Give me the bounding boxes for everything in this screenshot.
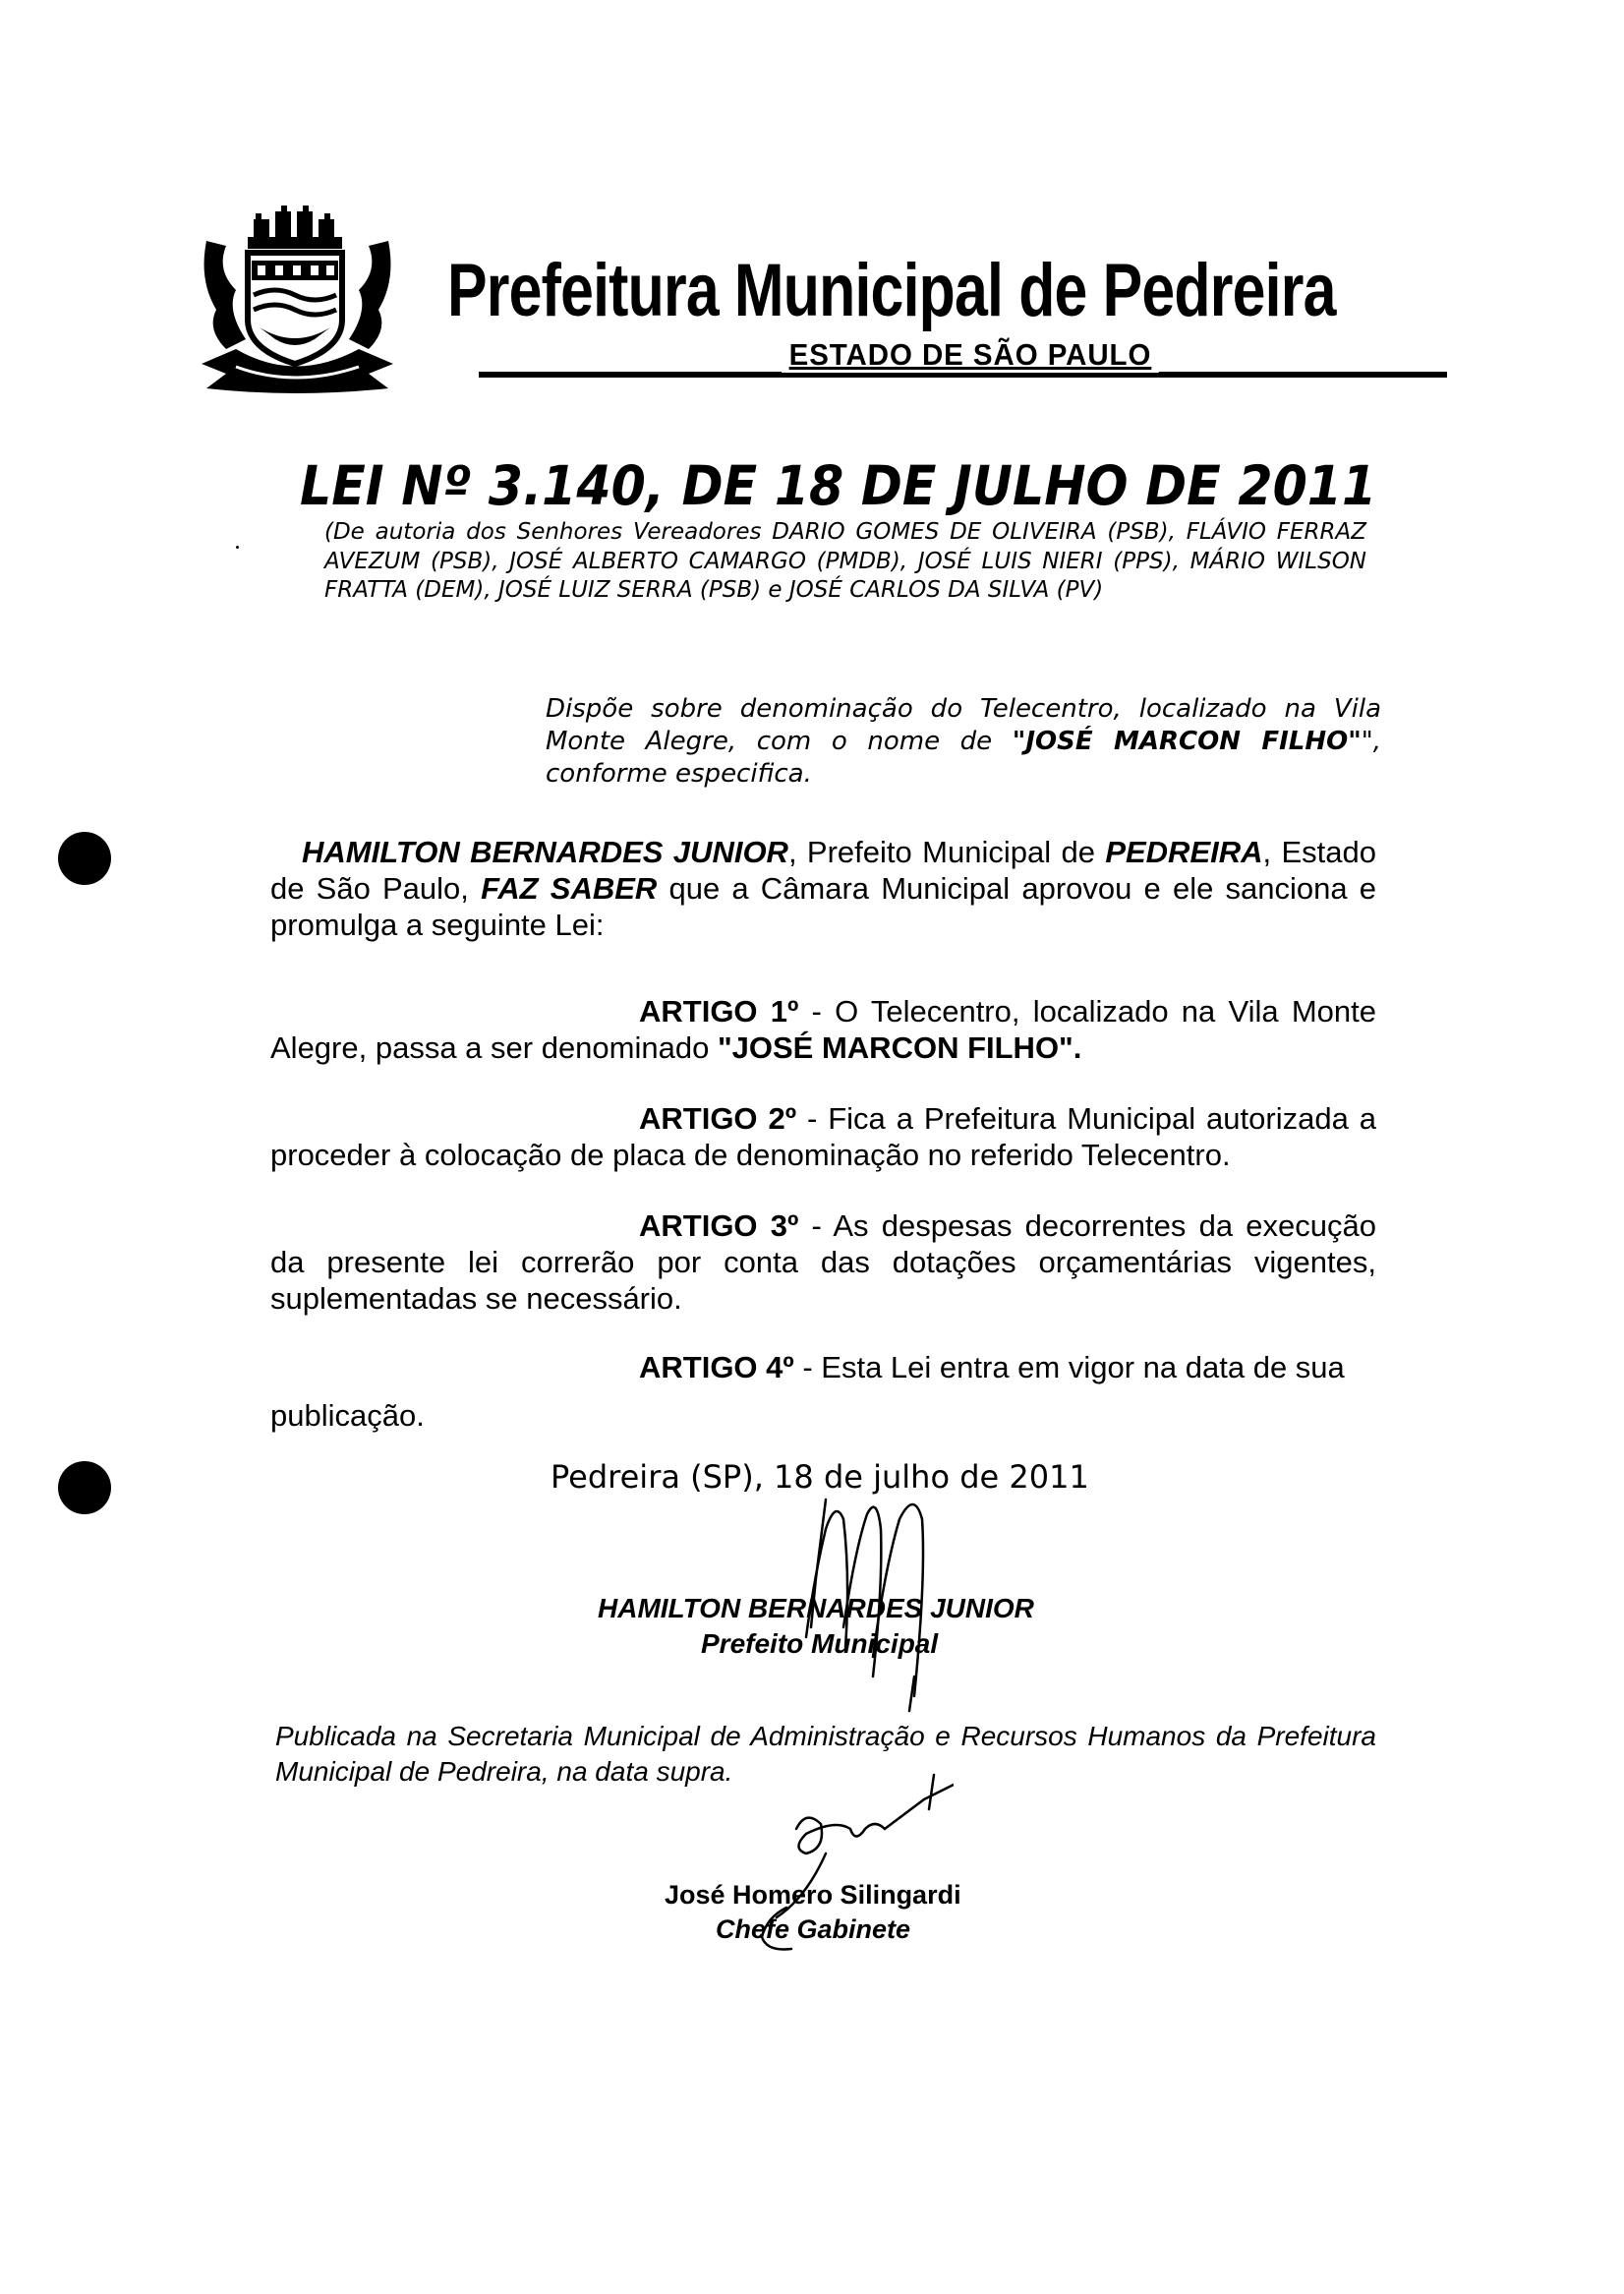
- chief-name: José Homero Silingardi: [665, 1880, 961, 1910]
- publication-note: Publicada na Secretaria Municipal de Administração e Recursos Humanos da Prefeitura Municipal de Pedreira, na data supra.: [275, 1721, 1376, 1787]
- org-title: Prefeitura Municipal de Pedreira: [447, 249, 1336, 332]
- article-bold-tail: "JOSÉ MARCON FILHO".: [717, 1030, 1082, 1065]
- chief-signature: [659, 1770, 954, 1952]
- article-tail: publicação.: [270, 1398, 425, 1433]
- article-text: - Esta Lei entra em vigor na data de sua: [793, 1350, 1345, 1384]
- law-title: LEI Nº 3.140, DE 18 DE JULHO DE 2011: [300, 454, 1377, 517]
- article-text: - O Telecentro, localizado na Vila Monte Alegre, passa a ser denominado: [270, 994, 1376, 1065]
- ementa-name: "JOSÉ MARCON FILHO": [1012, 727, 1362, 756]
- signer-name: HAMILTON BERNARDES JUNIOR: [598, 1593, 1034, 1623]
- article-1: [270, 993, 1376, 1066]
- state-label: ESTADO DE SÃO PAULO: [782, 337, 1159, 373]
- ementa-text: Dispõe sobre denominação do Telecentro, localizado na Vila Monte Alegre, com o nome de: [546, 694, 1381, 756]
- punch-hole: [58, 1461, 111, 1514]
- article-2: [270, 1100, 1376, 1173]
- place-date: Pedreira (SP), 18 de julho de 2011: [551, 1458, 1089, 1496]
- preamble-text: , Estado de São Paulo,: [270, 835, 1377, 906]
- city-name: PEDREIRA: [1105, 835, 1263, 869]
- chief-role: Chefe Gabinete: [716, 1914, 911, 1944]
- signer-role: Prefeito Municipal: [701, 1628, 939, 1659]
- article-label: ARTIGO 1º: [639, 994, 799, 1029]
- preamble-text: , Prefeito Municipal de: [787, 835, 1106, 869]
- article-4: [270, 1349, 1376, 1434]
- preamble-text: que a Câmara Municipal aprovou e ele sanciona e promulga a seguinte Lei:: [270, 871, 1376, 942]
- faz-saber: FAZ SABER: [481, 871, 658, 906]
- mayor-signature: [767, 1460, 963, 1716]
- article-label: ARTIGO 2º: [639, 1101, 797, 1136]
- punch-hole: [58, 832, 111, 885]
- coat-of-arms-icon: [197, 202, 398, 393]
- article-text: - As despesas decorrentes da execução da presente lei correrão por conta das dotações orçamentárias vigentes, suplementadas se necessário.: [270, 1208, 1376, 1316]
- law-ementa: [546, 693, 1381, 791]
- preamble: [270, 834, 1376, 943]
- ementa-tail: ", conforme especifica.: [546, 727, 1382, 789]
- law-authorship: (De autoria dos Senhores Vereadores DARIO GOMES DE OLIVEIRA (PSB), FLÁVIO FERRAZ AVEZUM (PSB), JOSÉ ALBERTO CAMARGO (PMDB), JOSÉ LUIS NIERI (PPS), MÁRIO WILSON FRATTA (DEM), JOSÉ LUIZ SERRA (PSB) e JOSÉ CARLOS DA SILVA (PV): [324, 519, 1366, 603]
- mayor-name: HAMILTON BERNARDES JUNIOR: [302, 835, 788, 869]
- scan-speck: [236, 546, 239, 549]
- article-label: ARTIGO 4º: [639, 1350, 794, 1384]
- article-text: - Fica a Prefeitura Municipal autorizada a proceder à colocação de placa de denominação no referido Telecentro.: [270, 1101, 1376, 1172]
- article-label: ARTIGO 3º: [639, 1208, 799, 1243]
- article-3: [270, 1207, 1376, 1317]
